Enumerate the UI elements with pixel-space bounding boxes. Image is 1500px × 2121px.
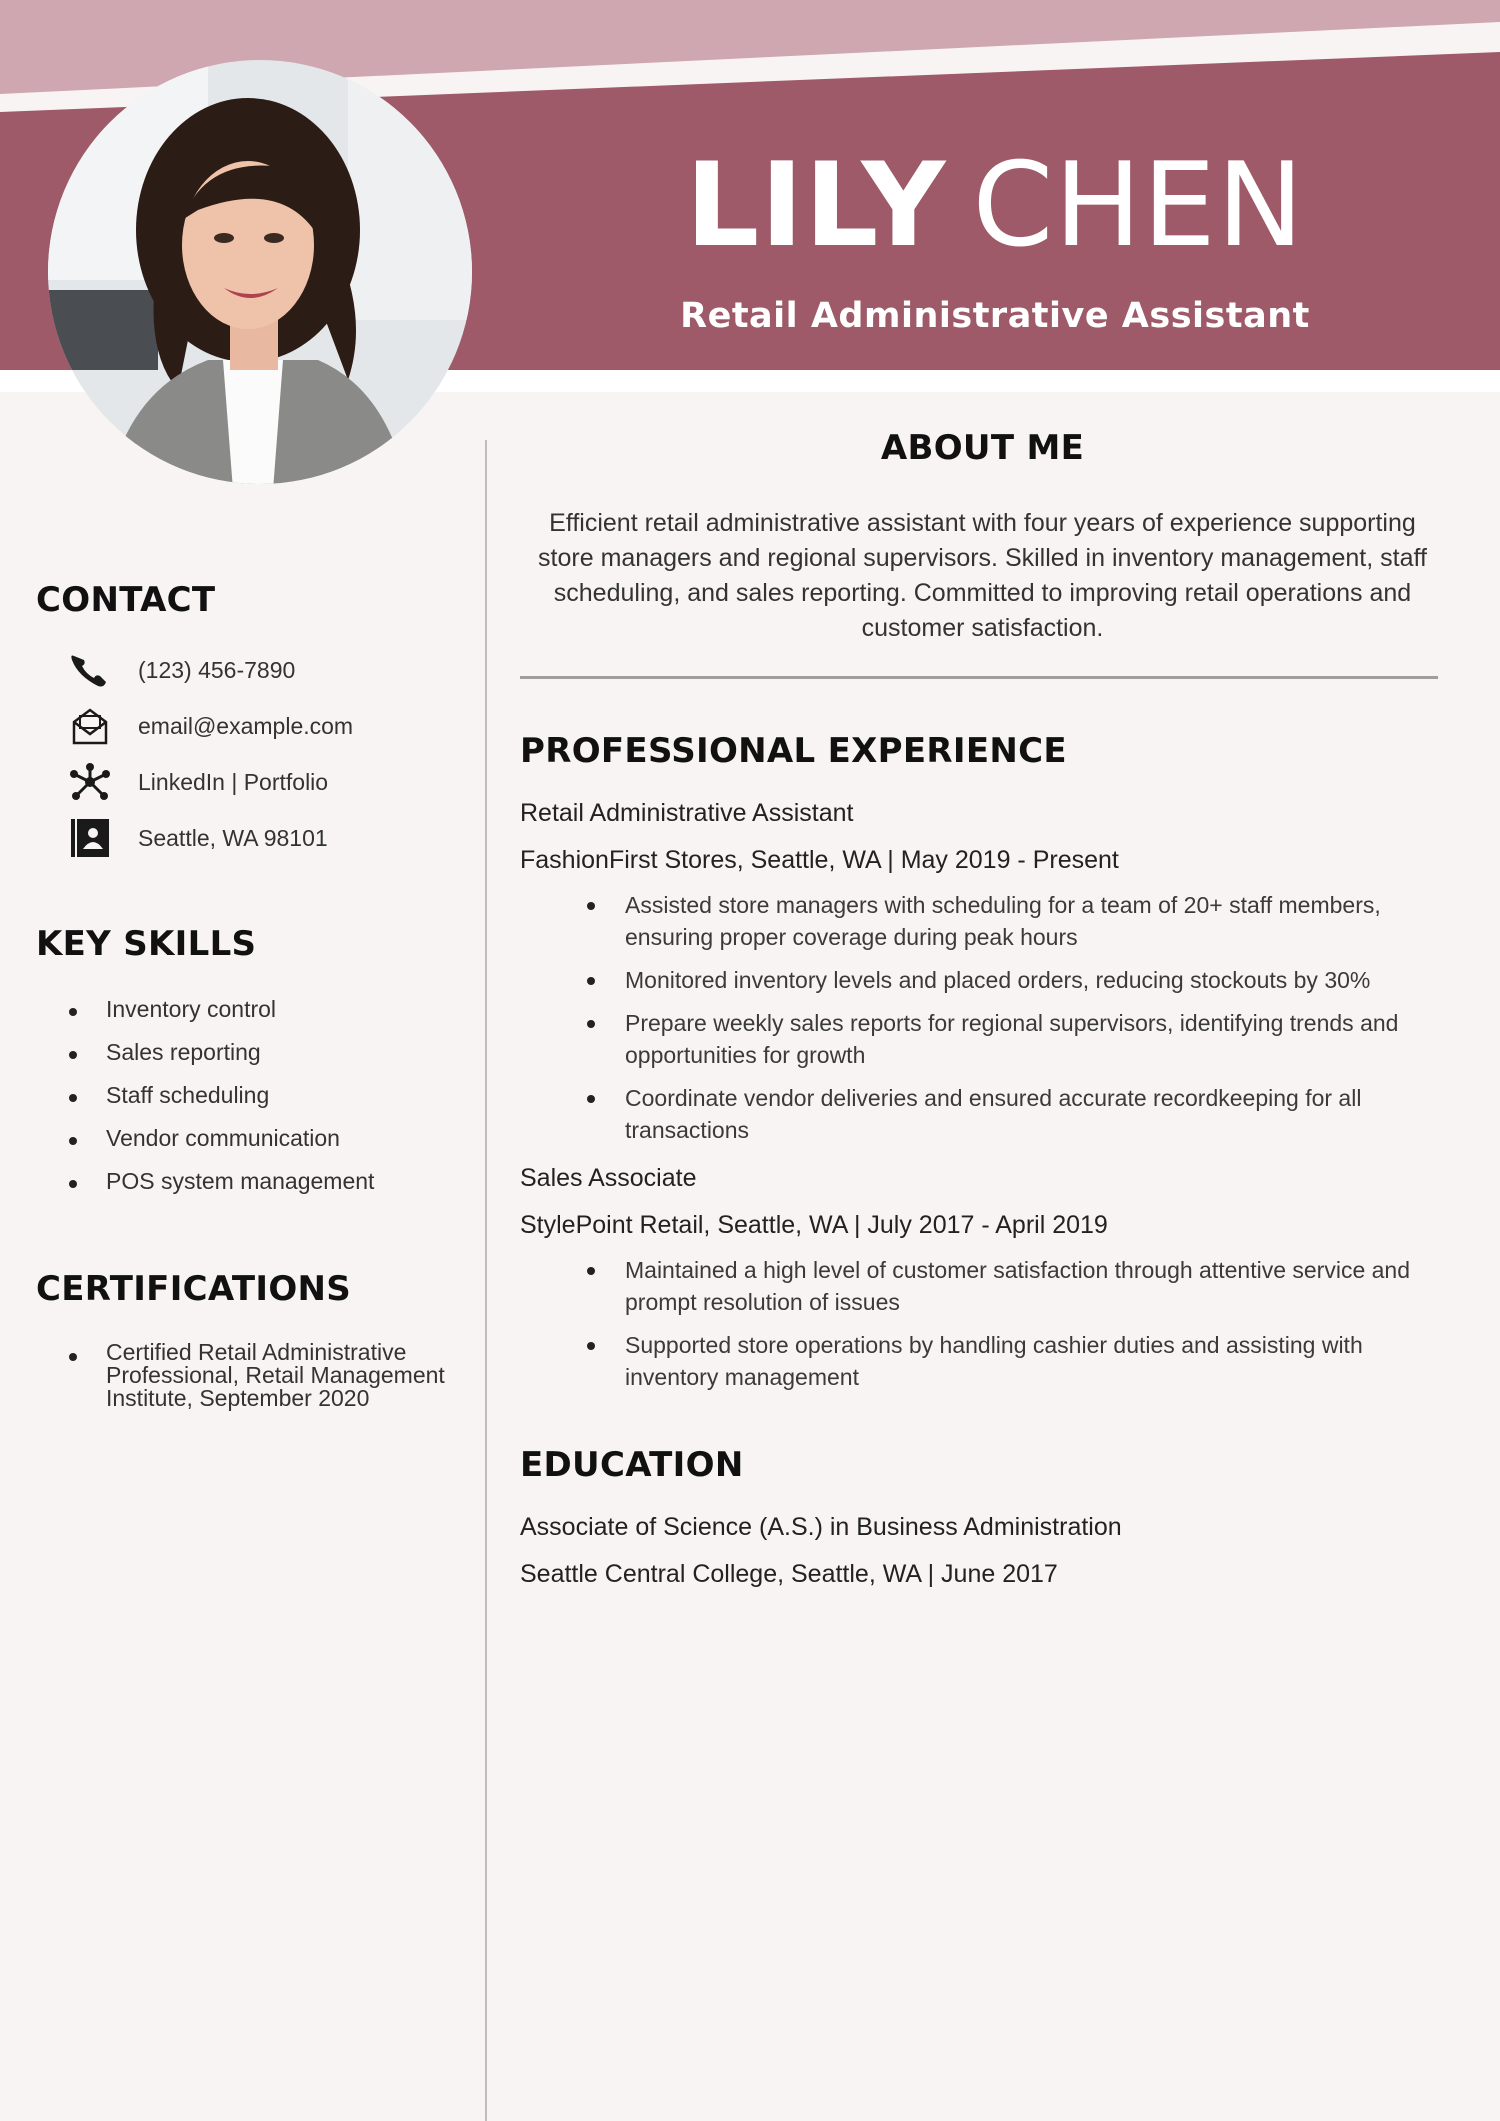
job-bullet: Assisted store managers with scheduling for a team of 20+ staff members, ensuring proper coverage during peak hours (520, 889, 1445, 953)
experience-heading: PROFESSIONAL EXPERIENCE (520, 731, 1067, 771)
address-book-icon (64, 816, 116, 860)
job-bullet: Coordinate vendor deliveries and ensured accurate recordkeeping for all transactions (520, 1082, 1445, 1146)
certifications-heading: CERTIFICATIONS (36, 1269, 352, 1309)
education-degree: Associate of Science (A.S.) in Business Administration (520, 1513, 1122, 1541)
envelope-icon (64, 704, 116, 748)
education-heading: EDUCATION (520, 1445, 744, 1485)
job-bullet: Prepare weekly sales reports for regional supervisors, identifying trends and opportunities for growth (520, 1007, 1445, 1071)
job-role: Retail Administrative Assistant (520, 799, 854, 827)
job-title: Retail Administrative Assistant (680, 296, 1310, 336)
contact-item-location (36, 810, 466, 866)
job-bullet: Supported store operations by handling cashier duties and assisting with inventory management (520, 1329, 1445, 1393)
job-meta: StylePoint Retail, Seattle, WA | July 2017 - April 2019 (520, 1211, 1108, 1239)
contact-links[interactable]: LinkedIn | Portfolio (138, 768, 329, 795)
job-bullet: Maintained a high level of customer satisfaction through attentive service and prompt resolution of issues (520, 1254, 1445, 1318)
column-divider (485, 440, 487, 2121)
skill-item: Staff scheduling (36, 1082, 466, 1125)
certifications-list (36, 1341, 466, 1410)
contact-list (36, 642, 466, 866)
phone-icon (64, 648, 116, 692)
job-entry (520, 1164, 1445, 1393)
skill-item: Inventory control (36, 996, 466, 1039)
skills-heading: KEY SKILLS (36, 924, 257, 964)
job-meta: FashionFirst Stores, Seattle, WA | May 2019 - Present (520, 846, 1119, 874)
skill-item: Vendor communication (36, 1125, 466, 1168)
job-entry (520, 799, 1445, 1146)
contact-item-phone (36, 642, 466, 698)
contact-heading: CONTACT (36, 580, 216, 620)
about-text: Efficient retail administrative assistant with four years of experience supporting store managers and regional supervisors. Skilled in inventory management, staff scheduling, and sales reporting. Committed to improving retail operations and customer satisfaction. (538, 509, 1427, 642)
contact-location: Seattle, WA 98101 (138, 824, 328, 851)
contact-phone[interactable]: (123) 456-7890 (138, 656, 296, 683)
skill-item: Sales reporting (36, 1039, 466, 1082)
job-role: Sales Associate (520, 1164, 697, 1192)
network-icon (64, 760, 116, 804)
contact-item-email (36, 698, 466, 754)
job-bullets (520, 889, 1445, 1146)
job-bullet: Monitored inventory levels and placed orders, reducing stockouts by 30% (520, 964, 1445, 996)
skills-list (36, 996, 466, 1211)
candidate-name (520, 138, 1470, 273)
last-name: CHEN (972, 138, 1305, 273)
education-meta: Seattle Central College, Seattle, WA | June 2017 (520, 1560, 1058, 1588)
about-heading: ABOUT ME (880, 428, 1085, 468)
skill-item: POS system management (36, 1168, 466, 1211)
contact-item-links (36, 754, 466, 810)
contact-email[interactable]: email@example.com (138, 712, 354, 739)
profile-photo (48, 60, 472, 484)
right-column (520, 428, 1445, 1589)
left-column (36, 580, 466, 1410)
section-divider (520, 676, 1438, 679)
certification-item: Certified Retail Administrative Professional, Retail Management Institute, September 2020 (36, 1341, 466, 1410)
first-name: LILY (685, 138, 947, 273)
job-bullets (520, 1254, 1445, 1393)
